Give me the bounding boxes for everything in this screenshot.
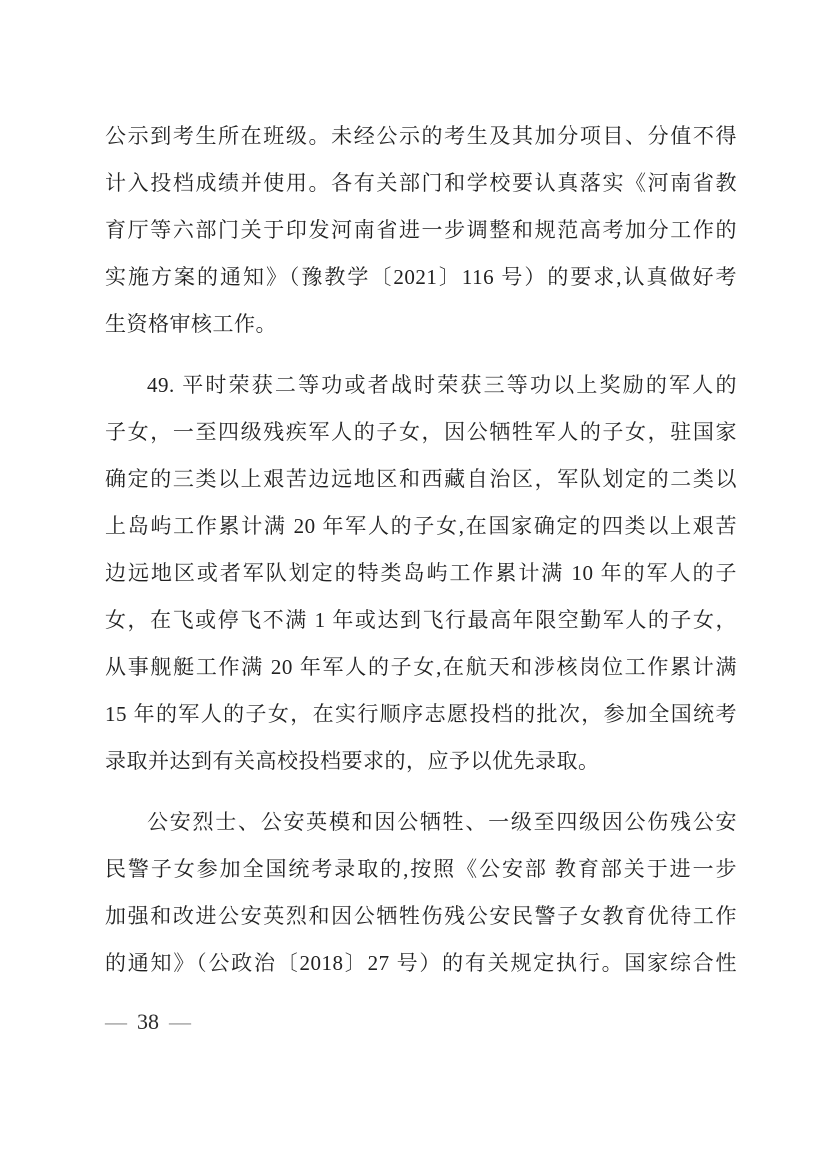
document-body (105, 113, 737, 1001)
text-line: 15 年的军人的子女，在实行顺序志愿投档的批次，参加全国统考 (105, 702, 737, 726)
page-number: 38 (137, 1009, 159, 1034)
page-footer (105, 1008, 191, 1036)
paragraph-item-49 (105, 362, 737, 785)
paragraph-police-families (105, 799, 737, 987)
text-line: 民警子女参加全国统考录取的,按照《公安部 教育部关于进一步 (105, 857, 737, 881)
text-line: 计入投档成绩并使用。各有关部门和学校要认真落实《河南省教 (105, 171, 737, 195)
footer-dash-right: — (169, 1009, 191, 1034)
text-line: 49. 平时荣获二等功或者战时荣获三等功以上奖励的军人的 (147, 373, 737, 397)
text-line: 边远地区或者军队划定的特类岛屿工作累计满 10 年的军人的子 (105, 561, 737, 585)
paragraph-continuation (105, 113, 737, 348)
text-line: 的通知》（公政治〔2018〕27 号）的有关规定执行。国家综合性 (105, 951, 737, 975)
text-line: 公示到考生所在班级。未经公示的考生及其加分项目、分值不得 (105, 124, 737, 148)
text-line: 加强和改进公安英烈和因公牺牲伤残公安民警子女教育优待工作 (105, 904, 737, 928)
text-line: 子女，一至四级残疾军人的子女，因公牺牲军人的子女，驻国家 (105, 420, 737, 444)
text-line: 育厅等六部门关于印发河南省进一步调整和规范高考加分工作的 (105, 218, 737, 242)
text-line: 生资格审核工作。 (105, 312, 277, 336)
text-line: 女，在飞或停飞不满 1 年或达到飞行最高年限空勤军人的子女， (105, 608, 737, 632)
text-line: 录取并达到有关高校投档要求的，应予以优先录取。 (105, 749, 600, 773)
text-line: 从事舰艇工作满 20 年军人的子女,在航天和涉核岗位工作累计满 (105, 655, 737, 679)
text-line: 公安烈士、公安英模和因公牺牲、一级至四级因公伤残公安 (147, 810, 737, 834)
footer-dash-left: — (105, 1009, 127, 1034)
text-line: 实施方案的通知》（豫教学〔2021〕116 号）的要求,认真做好考 (105, 265, 737, 289)
text-line: 确定的三类以上艰苦边远地区和西藏自治区，军队划定的二类以 (105, 467, 737, 491)
text-line: 上岛屿工作累计满 20 年军人的子女,在国家确定的四类以上艰苦 (105, 514, 737, 538)
